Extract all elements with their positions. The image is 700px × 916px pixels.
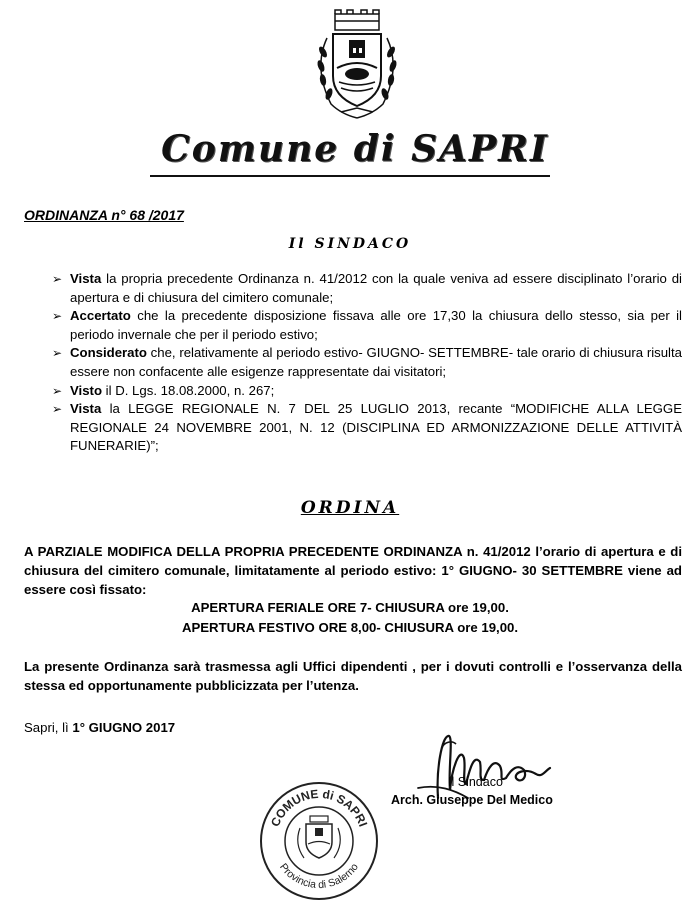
closing-paragraph: La presente Ordinanza sarà trasmessa agli Uffici dipendenti , per i dovuti controlli e l’osservanza della stessa ed opportunamente pubblicizzata per l’utenza. — [24, 659, 682, 693]
title-underline — [150, 175, 550, 177]
arrow-bullet-icon: ➢ — [52, 402, 63, 417]
signatory-name: Arch. Giuseppe Del Medico — [391, 793, 553, 807]
premise-item: ➢ Vista la propria precedente Ordinanza n. 41/2012 con la quale veniva ad essere disciplinato l’orario di apertura e di chiusura del cimitero comunale; — [52, 271, 682, 305]
arrow-bullet-icon: ➢ — [52, 346, 63, 361]
hours-weekday: APERTURA FERIALE ORE 7- CHIUSURA ore 19,00. — [191, 600, 509, 615]
premise-item: ➢ Vista la LEGGE REGIONALE N. 7 DEL 25 LUGLIO 2013, recante “MODIFICHE ALLA LEGGE REGIONALE 24 NOVEMBRE 2001, N. 12 (DISCIPLINA ED ARMONIZZAZIONE DELLE ATTIVITÀ FUNERARIE)”; — [52, 401, 682, 454]
official-stamp — [258, 780, 380, 902]
issuer-heading: Il SINDACO — [288, 236, 412, 252]
ordina-paragraph: A PARZIALE MODIFICA DELLA PROPRIA PRECEDENTE ORDINANZA n. 41/2012 l’orario di apertura e di chiusura del cimitero comunale, limitatamente al periodo estivo: 1° GIUGNO- 30 SETTEMBRE viene ad essere così fissato: — [24, 544, 682, 597]
arrow-bullet-icon: ➢ — [52, 309, 63, 324]
svg-text:Provincia di Salerno: Provincia di Salerno — [277, 861, 361, 892]
page-title: Comune di SAPRI — [161, 128, 549, 170]
premise-item: ➢ Considerato che, relativamente al periodo estivo- GIUGNO- SETTEMBRE- tale orario di chiusura risulta essere non confacente alle esigenze rappresentate dai visitatori; — [52, 345, 682, 379]
premise-item: ➢ Accertato che la precedente disposizione fissava alle ore 17,30 la chiusura dello stesso, sia per il periodo invernale che per il periodo estivo; — [52, 308, 682, 342]
signatory-role: Il Sindaco — [448, 775, 503, 789]
coat-of-arms-icon — [303, 8, 411, 120]
svg-text:COMUNE di SAPRI: COMUNE di SAPRI — [267, 786, 371, 829]
ordina-heading: ORDINA — [300, 498, 400, 518]
arrow-bullet-icon: ➢ — [52, 272, 63, 286]
premises-list — [52, 270, 682, 456]
arrow-bullet-icon: ➢ — [52, 383, 63, 398]
dateline: Sapri, lì 1° GIUGNO 2017 — [24, 720, 176, 735]
premise-item: ➢ Visto il D. Lgs. 18.08.2000, n. 267; — [52, 382, 682, 401]
hours-holiday: APERTURA FESTIVO ORE 8,00- CHIUSURA ore 19,00. — [181, 620, 519, 635]
ordinance-number: ORDINANZA n° 68 /2017 — [24, 207, 184, 223]
